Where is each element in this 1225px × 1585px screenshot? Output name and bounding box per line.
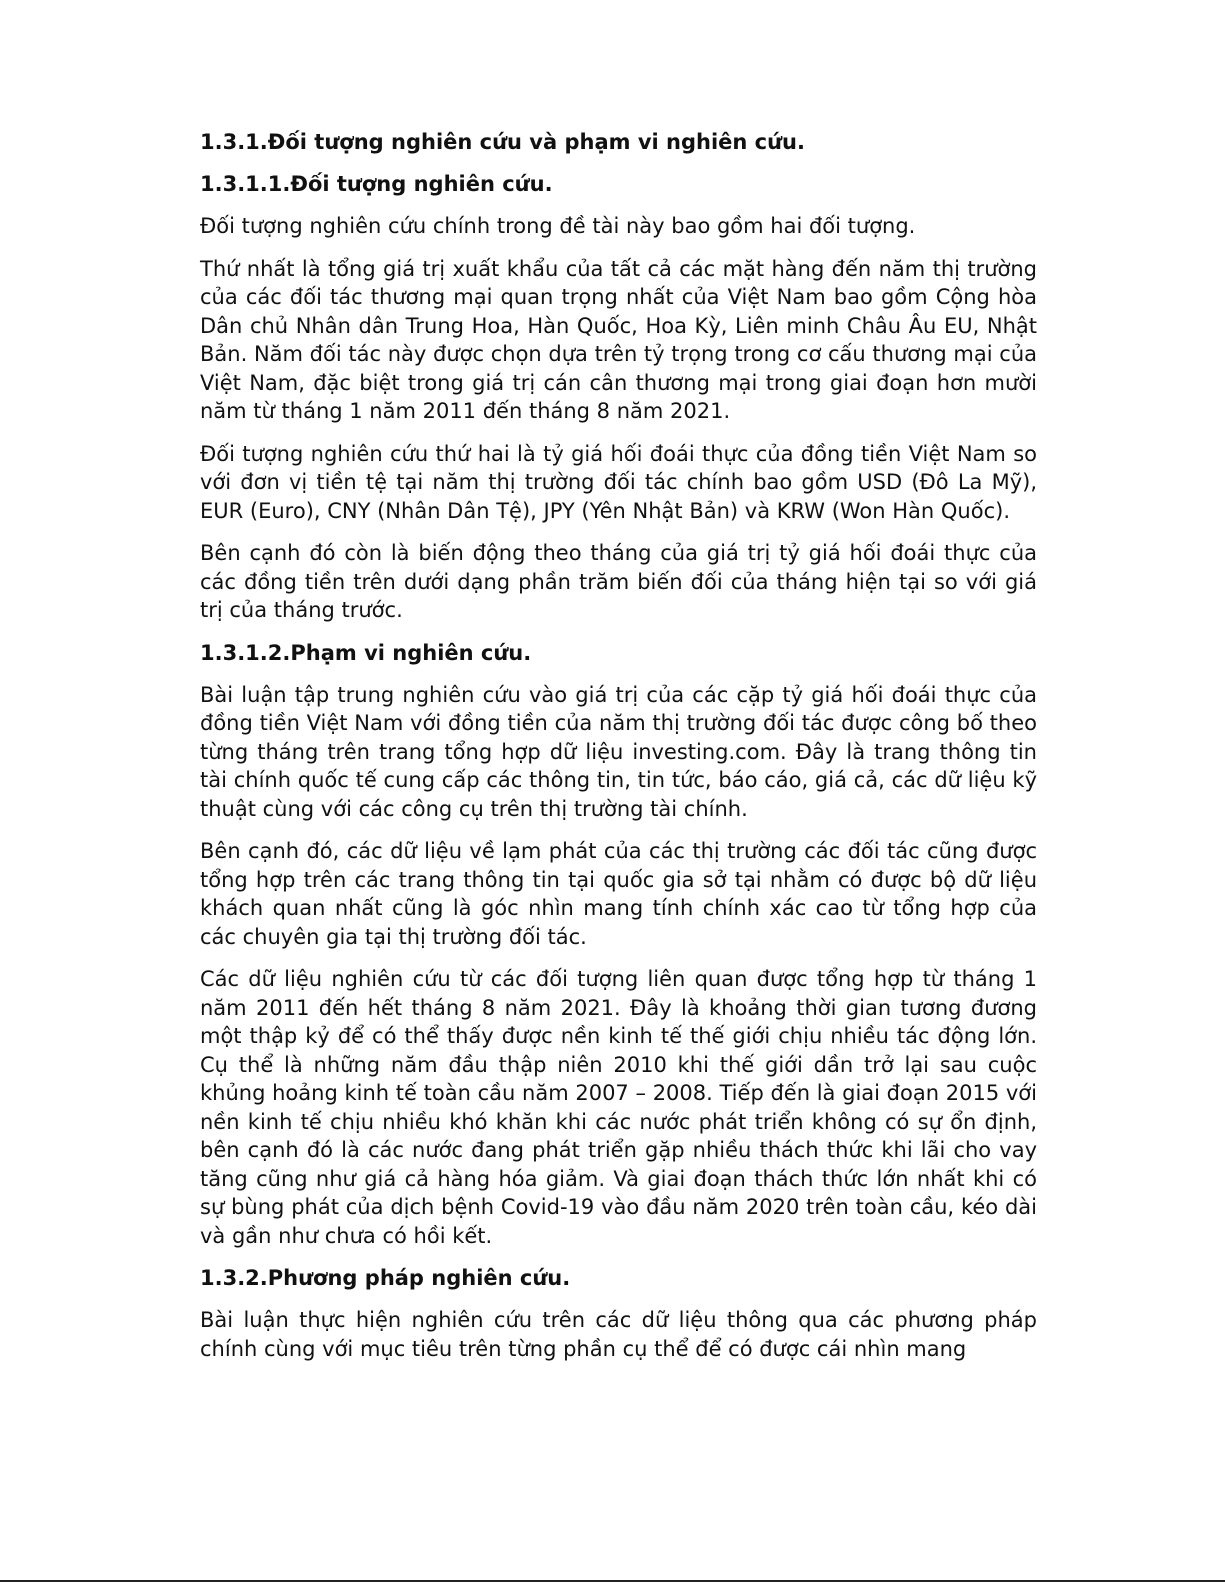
page-bottom-rule xyxy=(0,1580,1225,1582)
paragraph-scope-data: Bài luận tập trung nghiên cứu vào giá trị của các cặp tỷ giá hối đoái thực của đồng tiền Việt Nam với đồng tiền của năm thị trường đối tác được công bố theo từng tháng trên trang tổng hợp dữ liệu investing.com. Đây là trang thông tin tài chính quốc tế cung cấp các thông tin, tin tức, báo cáo, giá cả, các dữ liệu kỹ thuật cùng với các công cụ trên thị trường tài chính. xyxy=(200,682,1037,821)
paragraph-scope-inflation: Bên cạnh đó, các dữ liệu về lạm phát của các thị trường các đối tác cũng được tổng hợp trên các trang thông tin tại quốc gia sở tại nhằm có được bộ dữ liệu khách quan nhất cũng là góc nhìn mang tính chính xác cao từ tổng hợp của các chuyên gia tại thị trường đối tác. xyxy=(200,839,1037,949)
section-heading-1-3-1: 1.3.1.Đối tượng nghiên cứu và phạm vi nghiên cứu. xyxy=(200,130,805,154)
paragraph-first-object: Thứ nhất là tổng giá trị xuất khẩu của tất cả các mặt hàng đến năm thị trường của các đối tác thương mại quan trọng nhất của Việt Nam bao gồm Cộng hòa Dân chủ Nhân dân Trung Hoa, Hàn Quốc, Hoa Kỳ, Liên minh Châu Âu EU, Nhật Bản. Năm đối tác này được chọn dựa trên tỷ trọng trong cơ cấu thương mại của Việt Nam, đặc biệt trong giá trị cán cân thương mại trong giai đoạn hơn mười năm từ tháng 1 năm 2011 đến tháng 8 năm 2021. xyxy=(200,256,1037,423)
paragraph-methods: Bài luận thực hiện nghiên cứu trên các dữ liệu thông qua các phương pháp chính cùng với mục tiêu trên từng phần cụ thể để có được cái nhìn mang xyxy=(200,1308,1037,1361)
paragraph-intro: Đối tượng nghiên cứu chính trong đề tài này bao gồm hai đối tượng. xyxy=(200,214,916,238)
section-heading-1-3-1-1: 1.3.1.1.Đối tượng nghiên cứu. xyxy=(200,172,553,196)
paragraph-scope-period: Các dữ liệu nghiên cứu từ các đối tượng liên quan được tổng hợp từ tháng 1 năm 2011 đến hết tháng 8 năm 2021. Đây là khoảng thời gian tương đương một thập kỷ để có thể thấy được nền kinh tế thế giới chịu nhiều tác động lớn. Cụ thể là những năm đầu thập niên 2010 khi thế giới dần trở lại sau cuộc khủng hoảng kinh tế toàn cầu năm 2007 – 2008. Tiếp đến là giai đoạn 2015 với nền kinh tế chịu nhiều khó khăn khi các nước phát triển không có sự ổn định, bên cạnh đó là các nước đang phát triển gặp nhiều thách thức khi lãi cho vay tăng cũng như giá cả hàng hóa giảm. Và giai đoạn thách thức lớn nhất khi có sự bùng phát của dịch bệnh Covid-19 vào đầu năm 2020 trên toàn cầu, kéo dài và gần như chưa có hồi kết. xyxy=(200,967,1037,1248)
section-heading-1-3-2: 1.3.2.Phương pháp nghiên cứu. xyxy=(200,1266,571,1290)
section-heading-1-3-1-2: 1.3.1.2.Phạm vi nghiên cứu. xyxy=(200,640,532,665)
paragraph-second-object: Đối tượng nghiên cứu thứ hai là tỷ giá hối đoái thực của đồng tiền Việt Nam so với đơn vị tiền tệ tại năm thị trường đối tác chính bao gồm USD (Đô La Mỹ), EUR (Euro), CNY (Nhân Dân Tệ), JPY (Yên Nhật Bản) và KRW (Won Hàn Quốc). xyxy=(200,441,1037,523)
document-page xyxy=(200,128,1037,1377)
paragraph-monthly-change: Bên cạnh đó còn là biến động theo tháng của giá trị tỷ giá hối đoái thực của các đồng tiền trên dưới dạng phần trăm biến đối của tháng hiện tại so với giá trị của tháng trước. xyxy=(200,541,1037,622)
